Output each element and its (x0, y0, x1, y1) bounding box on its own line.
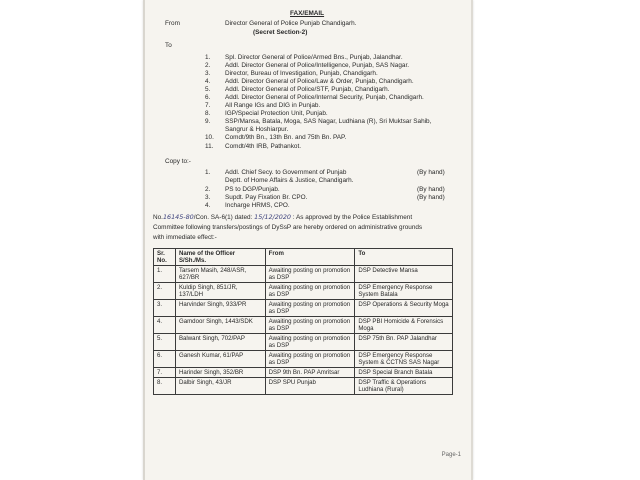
table-row (154, 368, 453, 378)
copy-text: PS to DGP/Punjab. (225, 186, 280, 193)
recipient-num: 8. (205, 110, 211, 117)
cell-name: Harvinder Singh, 933/PR (175, 300, 265, 317)
table-row (154, 378, 453, 395)
cell-from: Awaiting posting on promotion as DSP (265, 334, 355, 351)
cell-sr: 4. (154, 317, 176, 334)
cell-sr: 2. (154, 283, 176, 300)
cell-from: Awaiting posting on promotion as DSP (265, 300, 355, 317)
from-value: Director General of Police Punjab Chandigarh. (225, 20, 357, 27)
copy-text: Supdt. Pay Fixation Br. CPO. (225, 194, 308, 201)
recipient-num: 1. (205, 54, 211, 61)
copy-num: 2. (205, 186, 211, 193)
cell-name: Ganesh Kumar, 61/PAP (175, 351, 265, 368)
header-to: To (355, 249, 453, 266)
recipient-text: Comdt/4th IRB, Pathankot. (225, 143, 302, 150)
recipient-num: 6. (205, 94, 211, 101)
recipient-num: 4. (205, 78, 211, 85)
cell-sr: 8. (154, 378, 176, 395)
header-from: From (265, 249, 355, 266)
order-line1-rest: : As approved by the Police Establishment (292, 214, 413, 221)
cell-name: Tarsem Masih, 248/ASR, 627/BR (175, 266, 265, 283)
page-edge-right (471, 0, 473, 480)
table-row (154, 266, 453, 283)
cell-to: DSP Operations & Security Moga (355, 300, 453, 317)
cell-sr: 3. (154, 300, 176, 317)
cell-from: Awaiting posting on promotion as DSP (265, 266, 355, 283)
cell-to: DSP Emergency Response System Batala (355, 283, 453, 300)
cell-name: Balwant Singh, 702/PAP (175, 334, 265, 351)
recipient-num: 2. (205, 62, 211, 69)
cell-to: DSP PBI Homicide & Forensics Moga (355, 317, 453, 334)
order-line-3: with immediate effect:- (153, 234, 217, 241)
table-row (154, 317, 453, 334)
section-label: (Secret Section-2) (253, 29, 308, 36)
cell-from: Awaiting posting on promotion as DSP (265, 283, 355, 300)
copy-note: (By hand) (417, 194, 445, 201)
copy-note: (By hand) (417, 169, 445, 176)
table-row (154, 334, 453, 351)
order-date-handwritten: 15/12/2020 (254, 213, 291, 221)
fax-email-heading: FAX/EMAIL (290, 10, 325, 17)
recipient-text: All Range IGs and DIG in Punjab. (225, 102, 321, 109)
recipient-text: Addl. Director General of Police/STF, Punjab, Chandigarh. (225, 86, 390, 93)
cell-to: DSP 75th Bn. PAP Jalandhar (355, 334, 453, 351)
recipient-num: 11. (205, 143, 214, 150)
recipient-text: Spl. Director General of Police/Armed Bns., Punjab, Jalandhar. (225, 54, 403, 61)
recipient-text: SSP/Mansa, Batala, Moga, SAS Nagar, Ludhiana (R), Sri Muktsar Sahib, (225, 118, 432, 125)
order-line-2: Committee following transfers/postings of DySsP are hereby ordered on administrative grounds (153, 224, 423, 231)
cell-to: DSP Special Branch Batala (355, 368, 453, 378)
from-label: From (165, 20, 180, 27)
copy-to-label: Copy to:- (165, 158, 191, 165)
order-number-handwritten: 16145-80 (162, 213, 194, 221)
cell-name: Gamdoor Singh, 1443/SDK (175, 317, 265, 334)
recipient-text: IGP/Special Protection Unit, Punjab. (225, 110, 328, 117)
copy-text: Addl. Chief Secy. to Government of Punjab (225, 169, 347, 176)
recipient-text: Sangrur & Hoshiarpur. (225, 126, 289, 133)
copy-num: 4. (205, 202, 211, 209)
recipient-text: Addl. Director General of Police/Law & Order, Punjab, Chandigarh. (225, 78, 414, 85)
order-no-prefix: No. (153, 214, 163, 221)
document-page (143, 0, 473, 480)
table-row (154, 351, 453, 368)
recipient-num: 5. (205, 86, 211, 93)
copy-text: Deptt. of Home Affairs & Justice, Chandigarh. (225, 177, 354, 184)
recipient-text: Director, Bureau of Investigation, Punjab, Chandigarh. (225, 70, 378, 77)
cell-sr: 6. (154, 351, 176, 368)
recipient-num: 7. (205, 102, 211, 109)
order-line-1 (153, 214, 412, 221)
table-header-row (154, 249, 453, 266)
cell-name: Harinder Singh, 352/BR (175, 368, 265, 378)
cell-from: Awaiting posting on promotion as DSP (265, 317, 355, 334)
recipient-text: Addl. Director General of Police/Intelligence, Punjab, SAS Nagar. (225, 62, 410, 69)
copy-num: 1. (205, 169, 211, 176)
cell-to: DSP Emergency Response System & CCTNS SAS Nagar (355, 351, 453, 368)
cell-to: DSP Traffic & Operations Ludhiana (Rural) (355, 378, 453, 395)
cell-sr: 1. (154, 266, 176, 283)
page-number: Page-1 (441, 452, 461, 458)
officer-transfer-table (153, 248, 453, 395)
header-sr-no: Sr. No. (154, 249, 176, 266)
recipient-num: 9. (205, 118, 211, 125)
recipient-num: 3. (205, 70, 211, 77)
to-label: To (165, 42, 172, 49)
cell-name: Kuldip Singh, 851/JR, 137/LDH (175, 283, 265, 300)
cell-from: DSP SPU Punjab (265, 378, 355, 395)
page-edge-left (143, 0, 145, 480)
cell-from: DSP 9th Bn. PAP Amritsar (265, 368, 355, 378)
copy-note: (By hand) (417, 186, 445, 193)
cell-to: DSP Detective Mansa (355, 266, 453, 283)
recipient-num: 10. (205, 134, 214, 141)
table-row (154, 283, 453, 300)
recipient-text: Comdt/9th Bn., 13th Bn. and 75th Bn. PAP. (225, 134, 347, 141)
cell-sr: 5. (154, 334, 176, 351)
order-no-mid: /Con. SA-6(1) dated: (193, 214, 253, 221)
cell-from: Awaiting posting on promotion as DSP (265, 351, 355, 368)
copy-num: 3. (205, 194, 211, 201)
recipient-text: Addl. Director General of Police/Internal Security, Punjab, Chandigarh. (225, 94, 424, 101)
copy-text: Incharge HRMS, CPO. (225, 202, 290, 209)
cell-sr: 7. (154, 368, 176, 378)
header-officer-name: Name of the Officer S/Sh./Ms. (175, 249, 265, 266)
cell-name: Dalbir Singh, 43/JR (175, 378, 265, 395)
table-row (154, 300, 453, 317)
